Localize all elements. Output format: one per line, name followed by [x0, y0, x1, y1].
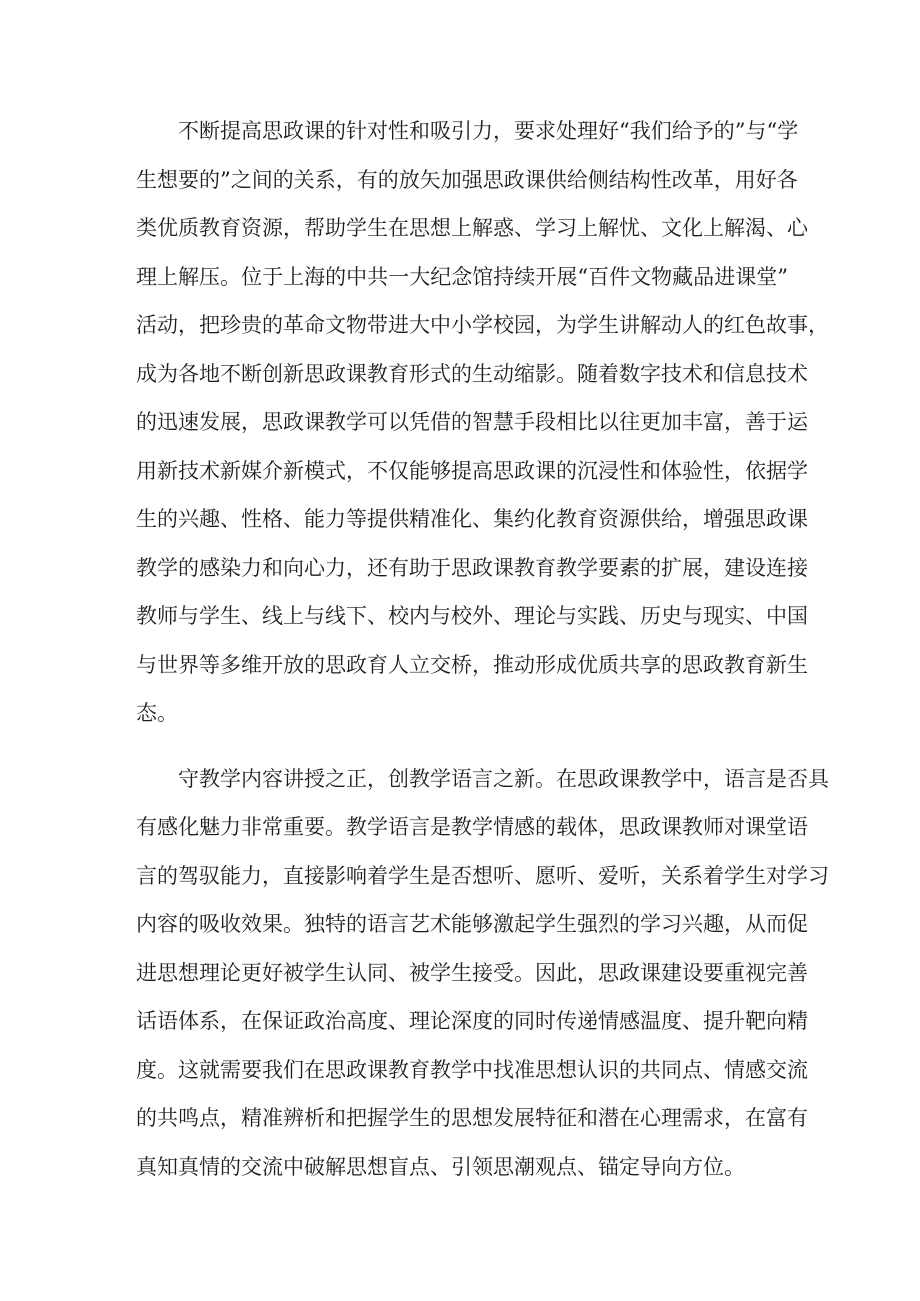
paragraph-line: 守教学内容讲授之正，创教学语言之新。在思政课教学中，语言是否具 — [178, 767, 829, 791]
paragraph-line: 态。 — [136, 701, 178, 725]
paragraph-line: 真知真情的交流中破解思想盲点、引领思潮观点、锚定导向方位。 — [136, 1155, 745, 1179]
paragraph-line: 用新技术新媒介新模式，不仅能够提高思政课的沉浸性和体验性，依据学 — [136, 459, 808, 483]
paragraph-line: 教师与学生、线上与线下、校内与校外、理论与实践、历史与现实、中国 — [136, 604, 808, 628]
paragraph-line: 内容的吸收效果。独特的语言艺术能够激起学生强烈的学习兴趣，从而促 — [136, 912, 808, 936]
paragraph-line: 不断提高思政课的针对性和吸引力，要求处理好“我们给予的”与“学 — [178, 119, 799, 143]
paragraph-line: 生的兴趣、性格、能力等提供精准化、集约化教育资源供给，增强思政课 — [136, 507, 808, 531]
paragraph-line: 的共鸣点，精准辨析和把握学生的思想发展特征和潜在心理需求，在富有 — [136, 1106, 808, 1130]
paragraph-line: 有感化魅力非常重要。教学语言是教学情感的载体，思政课教师对课堂语 — [136, 815, 808, 839]
paragraph-line: 与世界等多维开放的思政育人立交桥，推动形成优质共享的思政教育新生 — [136, 653, 808, 677]
paragraph-line: 进思想理论更好被学生认同、被学生接受。因此，思政课建设要重视完善 — [136, 961, 808, 985]
paragraph-line: 的迅速发展，思政课教学可以凭借的智慧手段相比以往更加丰富，善于运 — [136, 410, 808, 434]
paragraph-line: 活动，把珍贵的革命文物带进大中小学校园，为学生讲解动人的红色故事， — [136, 313, 829, 337]
paragraph-line: 言的驾驭能力，直接影响着学生是否想听、愿听、爱听，关系着学生对学习 — [136, 864, 829, 888]
paragraph-line: 生想要的”之间的关系，有的放矢加强思政课供给侧结构性改革，用好各 — [136, 168, 798, 192]
paragraph-line: 度。这就需要我们在思政课教育教学中找准思想认识的共同点、情感交流 — [136, 1058, 808, 1082]
paragraph-line: 话语体系，在保证政治高度、理论深度的同时传递情感温度、提升靶向精 — [136, 1009, 808, 1033]
paragraph-line: 类优质教育资源，帮助学生在思想上解惑、学习上解忧、文化上解渴、心 — [136, 216, 808, 240]
paragraph-line: 教学的感染力和向心力，还有助于思政课教育教学要素的扩展，建设连接 — [136, 556, 808, 580]
paragraph-line: 理上解压。位于上海的中共一大纪念馆持续开展“百件文物藏品进课堂” — [136, 265, 788, 289]
paragraph-line: 成为各地不断创新思政课教育形式的生动缩影。随着数字技术和信息技术 — [136, 362, 808, 386]
